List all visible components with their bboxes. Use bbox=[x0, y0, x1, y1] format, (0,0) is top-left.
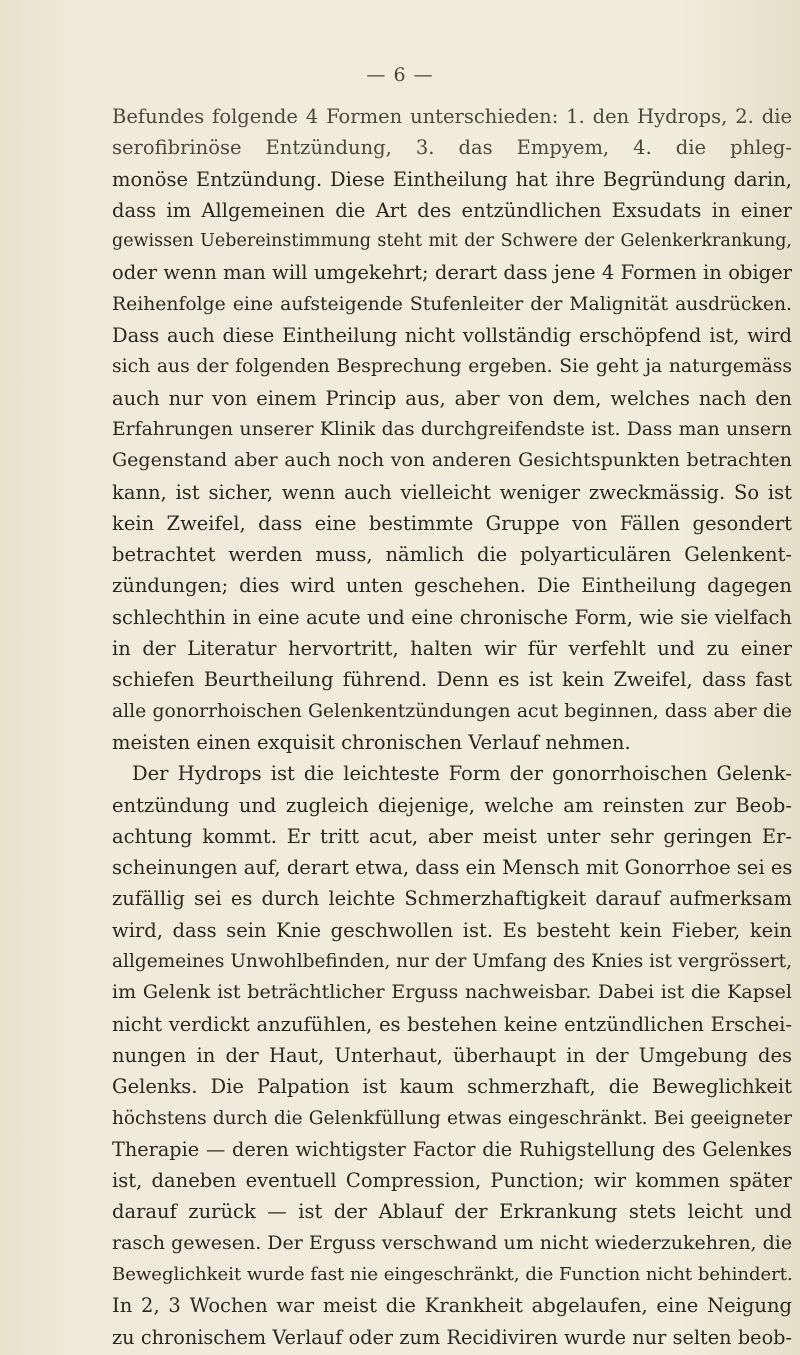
text-line: nungen in der Haut, Unterhaut, überhaupt in der Umgebung des bbox=[112, 1043, 792, 1067]
text-line: Gegenstand aber auch noch von anderen Gesichtspunkten betrachten bbox=[112, 449, 792, 472]
text-line: zündungen; dies wird unten geschehen. Die Eintheilung dagegen bbox=[112, 574, 792, 598]
paragraph-1 bbox=[112, 101, 792, 758]
text-line: Gelenks. Die Palpation ist kaum schmerzhaft, die Beweglichkeit bbox=[112, 1075, 792, 1099]
text-line: kein Zweifel, dass eine bestimmte Gruppe von Fällen gesondert bbox=[112, 511, 792, 535]
text-line: darauf zurück — ist der Ablauf der Erkrankung stets leicht und bbox=[112, 1200, 792, 1224]
text-line: monöse Entzündung. Diese Eintheilung hat ihre Begründung darin, bbox=[112, 167, 792, 191]
text-line: wird, dass sein Knie geschwollen ist. Es besteht kein Fieber, kein bbox=[112, 918, 792, 942]
text-line: Therapie — deren wichtigster Factor die Ruhigstellung des Gelenkes bbox=[112, 1137, 792, 1161]
text-line: entzündung und zugleich diejenige, welche am reinsten zur Beob- bbox=[112, 793, 792, 817]
text-line: dass im Allgemeinen die Art des entzündlichen Exsudats in einer bbox=[112, 198, 792, 222]
text-line: In 2, 3 Wochen war meist die Krankheit abgelaufen, eine Neigung bbox=[112, 1294, 792, 1318]
text-line: Befundes folgende 4 Formen unterschieden: 1. den Hydrops, 2. die bbox=[112, 105, 792, 128]
text-line: serofibrinöse Entzündung, 3. das Empyem, 4. die phleg- bbox=[112, 136, 792, 160]
text-line: schlechthin in eine acute und eine chronische Form, wie sie vielfach bbox=[112, 605, 792, 629]
text-line: rasch gewesen. Der Erguss verschwand um nicht wiederzukehren, die bbox=[112, 1231, 793, 1254]
text-line: scheinungen auf, derart etwa, dass ein Mensch mit Gonorrhoe sei es bbox=[112, 856, 793, 880]
text-line: achtung kommt. Er tritt acut, aber meist unter sehr geringen Er- bbox=[112, 824, 792, 848]
text-line: im Gelenk ist beträchtlicher Erguss nachweisbar. Dabei ist die Kapsel bbox=[112, 981, 792, 1004]
paragraph-2 bbox=[112, 758, 792, 1353]
text-line: Reihenfolge eine aufsteigende Stufenleiter der Malignität ausdrücken. bbox=[112, 293, 792, 315]
text-line: schiefen Beurtheilung führend. Denn es ist kein Zweifel, dass fast bbox=[112, 668, 792, 692]
text-line: Erfahrungen unserer Klinik das durchgreifendste ist. Dass man unsern bbox=[112, 418, 792, 440]
text-line: zu chronischem Verlauf oder zum Recidiviren wurde nur selten beob- bbox=[112, 1325, 792, 1349]
text-line: betrachtet werden muss, nämlich die polyarticulären Gelenkent- bbox=[112, 543, 792, 567]
text-line: sich aus der folgenden Besprechung ergeben. Sie geht ja naturgemäss bbox=[112, 356, 792, 378]
text-line: nicht verdickt anzufühlen, es bestehen keine entzündlichen Erschei- bbox=[112, 1012, 792, 1036]
text-line: alle gonorrhoischen Gelenkentzündungen acut beginnen, dass aber die bbox=[112, 700, 792, 722]
text-line: ist, daneben eventuell Compression, Punction; wir kommen später bbox=[112, 1169, 792, 1193]
text-line: Beweglichkeit wurde fast nie eingeschränkt, die Function nicht behindert. bbox=[112, 1263, 793, 1285]
body-text bbox=[112, 101, 792, 1353]
text-line: Dass auch diese Eintheilung nicht vollständig erschöpfend ist, wird bbox=[112, 324, 792, 348]
page-number: — 6 — bbox=[366, 64, 434, 86]
text-line: auch nur von einem Princip aus, aber von dem, welches nach den bbox=[112, 386, 792, 410]
text-line: Der Hydrops ist die leichteste Form der gonorrhoischen Gelenk- bbox=[132, 762, 792, 786]
text-line: allgemeines Unwohlbefinden, nur der Umfang des Knies ist vergrössert, bbox=[112, 951, 792, 973]
text-line: oder wenn man will umgekehrt; derart dass jene 4 Formen in obiger bbox=[112, 261, 792, 285]
text-line: meisten einen exquisit chronischen Verlauf nehmen. bbox=[112, 730, 631, 754]
text-line: höchstens durch die Gelenkfüllung etwas eingeschränkt. Bei geeigneter bbox=[112, 1107, 792, 1129]
text-line: in der Literatur hervortritt, halten wir für verfehlt und zu einer bbox=[112, 637, 792, 661]
text-line: kann, ist sicher, wenn auch vielleicht weniger zweckmässig. So ist bbox=[112, 480, 792, 504]
text-line: zufällig sei es durch leichte Schmerzhaftigkeit darauf aufmerksam bbox=[112, 887, 792, 911]
text-line: gewissen Uebereinstimmung steht mit der Schwere der Gelenkerkrankung, bbox=[112, 231, 792, 252]
